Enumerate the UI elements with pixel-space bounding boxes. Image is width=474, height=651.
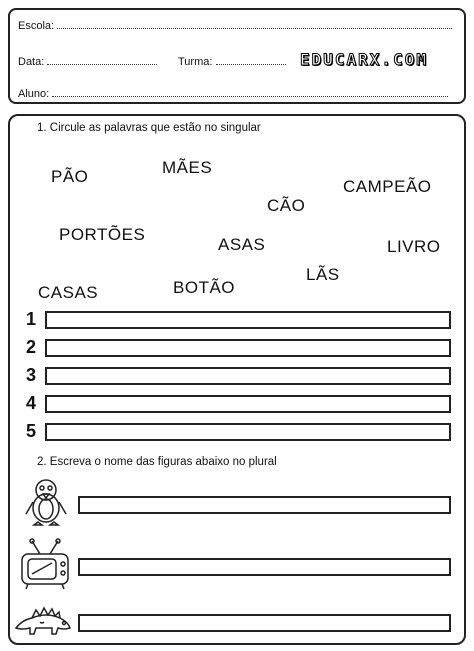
aluno-label: Aluno: [18,88,50,100]
figure-answer-3[interactable] [78,614,451,632]
word-portoes[interactable]: PORTÕES [59,225,146,244]
turma-label: Turma: [178,56,213,68]
answer-line-4[interactable] [45,395,451,413]
turma-field[interactable] [216,54,286,65]
line-number-1: 1 [26,309,37,329]
line-number-4: 4 [26,393,37,413]
escola-row [18,18,452,32]
answer-line-1[interactable] [45,311,451,329]
data-field[interactable] [47,54,157,65]
line-number-5: 5 [26,421,37,441]
word-casas[interactable]: CASAS [38,283,99,302]
figure-answer-2[interactable] [78,558,451,576]
data-label: Data: [18,56,45,68]
aluno-field[interactable] [52,86,448,97]
line-number-2: 2 [26,337,37,357]
word-cao[interactable]: CÃO [267,196,306,215]
escola-field[interactable] [57,18,452,29]
question-2-title: 2. Escreva o nome das figuras abaixo no plural [37,456,277,468]
answer-line-5[interactable] [45,423,451,441]
aluno-row [18,86,448,100]
word-campeao[interactable]: CAMPEÃO [343,177,432,196]
question-1-title: 1. Circule as palavras que estão no singular [37,122,261,134]
word-botao[interactable]: BOTÃO [173,278,236,297]
answer-line-2[interactable] [45,339,451,357]
logo: EDUCARX.COM [300,50,428,69]
dinosaur-icon [12,598,76,638]
word-pao[interactable]: PÃO [51,167,89,186]
turma-row [178,54,286,68]
word-las[interactable]: LÃS [306,265,340,284]
word-livro[interactable]: LIVRO [387,237,441,256]
answer-line-3[interactable] [45,367,451,385]
figure-answer-1[interactable] [78,496,451,514]
word-maes[interactable]: MÃES [162,158,213,177]
penguin-icon [20,476,72,526]
television-icon [18,538,74,590]
escola-label: Escola: [18,20,55,32]
data-row [18,54,157,68]
line-number-3: 3 [26,365,37,385]
word-asas[interactable]: ASAS [218,235,266,254]
